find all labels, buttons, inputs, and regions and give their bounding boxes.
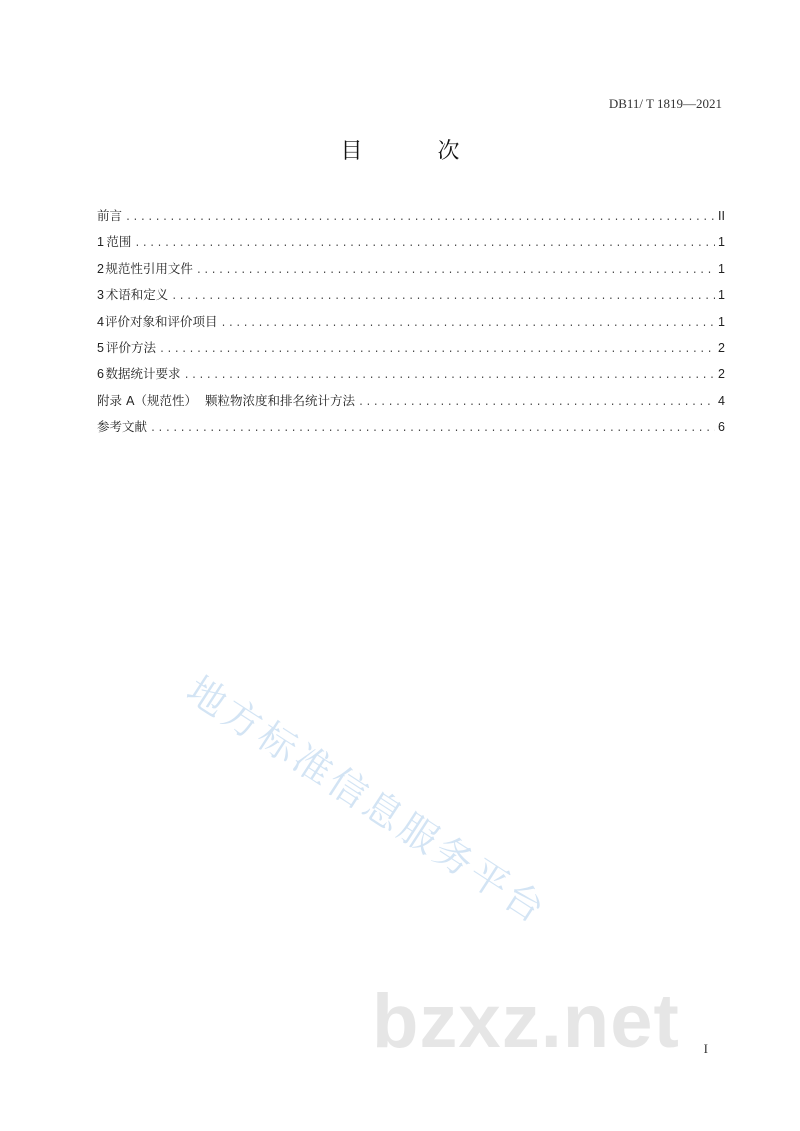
toc-label: 术语和定义 [105, 287, 169, 303]
document-code: DB11/ T 1819—2021 [608, 96, 722, 111]
toc-number: 2 [97, 261, 104, 276]
toc-entry-evaluation-objects[interactable] [97, 312, 725, 338]
toc-page-number: 2 [718, 367, 725, 382]
toc-number: 4 [97, 314, 104, 329]
toc-entry-appendix-a[interactable] [97, 391, 725, 417]
toc-page-number: 1 [718, 261, 725, 276]
toc-label: 参考文献 [97, 419, 148, 435]
toc-entry-bibliography[interactable] [97, 417, 725, 443]
toc-number: 3 [97, 288, 104, 303]
toc-number: 1 [97, 235, 104, 250]
toc-label: 数据统计要求 [105, 366, 181, 382]
toc-page-number: 1 [718, 314, 725, 329]
toc-label: 前言 [97, 208, 123, 223]
toc-page-number: 1 [718, 288, 725, 303]
toc-page-number: 6 [718, 420, 725, 435]
toc-entry-normative-references[interactable] [97, 259, 725, 285]
toc-page-number: 1 [718, 235, 725, 250]
toc-leader-dots [358, 398, 715, 409]
toc-list [97, 206, 725, 444]
site-watermark: bzxz.net [372, 979, 680, 1064]
toc-leader-dots [196, 266, 715, 277]
toc-label: 附录 A（规范性） 颗粒物浓度和排名统计方法 [97, 392, 355, 408]
toc-leader-dots [125, 213, 715, 224]
toc-entry-preface[interactable] [97, 206, 725, 232]
toc-label: 范围 [106, 234, 132, 250]
platform-watermark: 地方标准信息服务平台 [179, 667, 556, 934]
toc-leader-dots [184, 371, 715, 382]
toc-page-number: 4 [718, 393, 725, 408]
toc-number: 6 [97, 367, 104, 382]
toc-label: 评价对象和评价项目 [104, 313, 218, 329]
toc-entry-evaluation-methods[interactable] [97, 338, 725, 364]
toc-entry-scope[interactable] [97, 232, 725, 258]
toc-leader-dots [134, 239, 715, 250]
toc-leader-dots [171, 292, 715, 303]
toc-leader-dots [150, 424, 715, 435]
toc-page-number: II [718, 209, 725, 223]
toc-leader-dots [159, 345, 715, 356]
toc-number: 5 [97, 340, 104, 355]
toc-entry-data-statistics[interactable] [97, 364, 725, 390]
toc-label: 评价方法 [105, 339, 156, 355]
toc-label: 规范性引用文件 [105, 260, 193, 276]
toc-leader-dots [220, 319, 715, 330]
toc-title: 目 次 [340, 139, 494, 164]
page-number: I [703, 1041, 708, 1056]
toc-page-number: 2 [718, 340, 725, 355]
toc-entry-terms-definitions[interactable] [97, 285, 725, 311]
